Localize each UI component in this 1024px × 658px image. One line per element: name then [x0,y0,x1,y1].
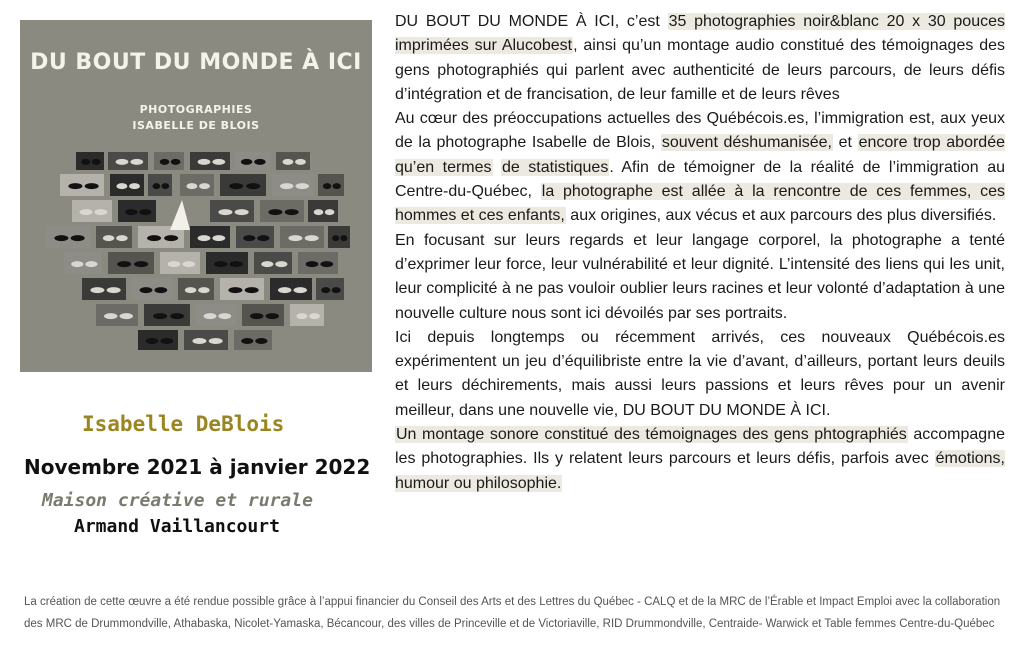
eye-detail [120,313,133,319]
eye-detail [164,235,178,241]
paragraph-audio [395,423,1005,496]
eye-detail [171,159,181,165]
paragraph-newcomers: Ici depuis longtemps ou récemment arrivés, ces nouveaux Québécois.es expérimentent un jeu d’équilibriste entre la vie d’avant, d’ailleurs, portant leurs deuils et leurs déchirements, mais aussi leurs passions et leurs rêves pour un avenir meilleur, dans une nouvelle vie, DU BOUT DU MONDE À ICI. [395,328,1005,419]
eye-detail [325,209,335,215]
text-run: DU BOUT DU MONDE À ICI, c’est [395,13,668,30]
eye-detail [129,183,140,189]
eye-detail [160,338,173,344]
eye-detail [117,261,131,267]
eye-detail [198,159,211,165]
portrait-mosaic [20,20,372,372]
eye-detail [153,183,161,189]
text-run: Au cœur des préoccupations actuelles des Québécois.es, l’immigration est, aux yeux de la photographe Isabelle de Blois, [395,110,1005,152]
eye-detail [130,159,143,165]
eye-detail [320,261,333,267]
eye-detail [92,159,101,165]
highlight-emotions: émotions, humour ou philosophie. [395,450,1005,492]
light-accent-shape [170,200,190,230]
eye-detail [323,183,331,189]
eye-detail [245,287,259,293]
text-run: . Afin de témoigner de la réalité de l’immigration au Centre-du-Québec, [395,158,1005,201]
description-text [395,10,1005,496]
eye-detail [295,159,306,165]
eye-detail [266,313,279,319]
eye-detail [134,261,148,267]
eye-detail [218,209,232,215]
text-run: , ainsi qu’un montage audio constitué des témoignages des gens photographiés qui parlent avec authenticité de leurs parcours, de leurs défis d’intégration et de francisation, de leur famille et de leurs rêves [395,37,1005,103]
eye-detail [241,338,253,344]
eye-detail [250,313,263,319]
eye-detail [332,235,339,241]
highlight-audio-montage: Un montage sonore constitué des témoignages des gens phtographiés [396,426,907,444]
eye-detail [243,235,255,241]
eye-detail [192,338,206,344]
text-run: aux origines, aux vécus et aux parcours des plus diversifiés. [565,207,997,225]
eye-detail [186,183,197,189]
eye-detail [139,209,151,215]
eye-detail [246,183,260,189]
eye-detail [294,287,307,293]
eye-detail [107,287,121,293]
eye-detail [182,261,195,267]
eye-detail [209,338,223,344]
eye-detail [314,209,324,215]
poster-title: DU BOUT DU MONDE À ICI [30,50,362,75]
highlight-statistics: de statistiques [502,158,609,176]
exhibition-poster [20,20,372,372]
paragraph-immigration [395,107,1005,228]
eye-detail [71,261,83,267]
eye-detail [81,159,90,165]
text-run: et [833,134,858,152]
eye-detail [54,235,68,241]
eye-detail [125,209,137,215]
eye-detail [146,338,159,344]
eye-detail [198,235,211,241]
highlight-dehumanized: souvent déshumanisée, [661,134,833,152]
eye-detail [282,159,293,165]
eye-detail [257,235,269,241]
eye-detail [116,159,129,165]
eye-detail [254,159,266,165]
eye-detail [340,235,347,241]
eye-detail [268,209,282,215]
text-run [493,159,501,176]
eye-detail [229,183,243,189]
poster-subtitle-line1: PHOTOGRAPHIES [139,103,253,116]
eye-detail [212,159,225,165]
venue-line-1: Maison créative et rurale [42,490,313,511]
exhibition-dates: Novembre 2021 à janvier 2022 [24,455,371,479]
eye-detail [296,183,309,189]
eye-detail [280,183,293,189]
eye-detail [235,209,249,215]
eye-detail [116,235,128,241]
eye-detail [309,313,320,319]
venue-line-2: Armand Vaillancourt [74,516,280,537]
poster-subtitle-line2: ISABELLE DE BLOIS [132,119,260,132]
eye-detail [306,261,319,267]
eye-detail [212,235,225,241]
eye-detail [255,338,267,344]
eye-detail [204,313,217,319]
eye-detail [230,261,243,267]
eye-detail [94,209,107,215]
eye-detail [285,209,299,215]
eye-detail [218,313,231,319]
highlight-photo-count: 35 photographies noir&blanc 20 x 30 pouces imprimées sur Alucobest [395,13,1005,55]
text-run: accompagne les photographies. Ils y relatent leurs parcours et leurs défis, parfois avec [395,426,1005,468]
eye-detail [261,261,273,267]
eye-detail [153,313,167,319]
eye-detail [199,183,210,189]
eye-detail [278,287,291,293]
eye-detail [228,287,242,293]
eye-detail [170,313,184,319]
eye-detail [296,313,307,319]
eye-detail [288,235,302,241]
eye-detail [154,287,167,293]
eye-detail [198,287,210,293]
eye-detail [275,261,287,267]
eye-detail [161,183,169,189]
highlight-encounter: la photographe est allée à la rencontre de ces femmes, ces hommes et ces enfants, [395,183,1006,225]
eye-detail [332,287,341,293]
eye-detail [80,209,93,215]
eye-detail [68,183,82,189]
eye-detail [241,159,253,165]
eye-detail [214,261,227,267]
eye-detail [147,235,161,241]
eye-detail [71,235,85,241]
eye-detail [305,235,319,241]
eye-detail [140,287,153,293]
funding-credits: La création de cette œuvre a été rendue possible grâce à l’appui financier du Conseil des Arts et des Lettres du Québec - CALQ et de la MRC de l’Érable et Impact Emploi avec la collaboration des MRC de Drummondville, Athabaska, Nicolet-Yamaska, Bécancour, des villes de Princeville et de Victoriaville, RID Drummondville, Centraide- Warwick et Table femmes Centre-du-Québec [24,596,1001,630]
eye-detail [85,261,97,267]
eye-detail [333,183,341,189]
paragraph-gaze: En focusant sur leurs regards et leur langage corporel, la photographe a tenté d’exprimer leur force, leur vulnérabilité et leur dignité. L’intensité des liens qui les unit, leur complicité à ne pas vouloir oublier leurs racines et leur volonté d’adaptation à une nouvelle culture nous sont ici dévoilés par ses portraits. [395,231,1005,322]
eye-detail [160,159,170,165]
eye-detail [321,287,330,293]
eye-detail [104,313,117,319]
eye-detail [168,261,181,267]
paragraph-intro [395,10,1005,107]
eye-detail [116,183,127,189]
eye-detail [103,235,115,241]
eye-detail [90,287,104,293]
highlight-terms: encore trop abordée qu’en termes [395,134,1006,176]
artist-name: Isabelle DeBlois [82,412,285,436]
eye-detail [85,183,99,189]
eye-detail [185,287,197,293]
